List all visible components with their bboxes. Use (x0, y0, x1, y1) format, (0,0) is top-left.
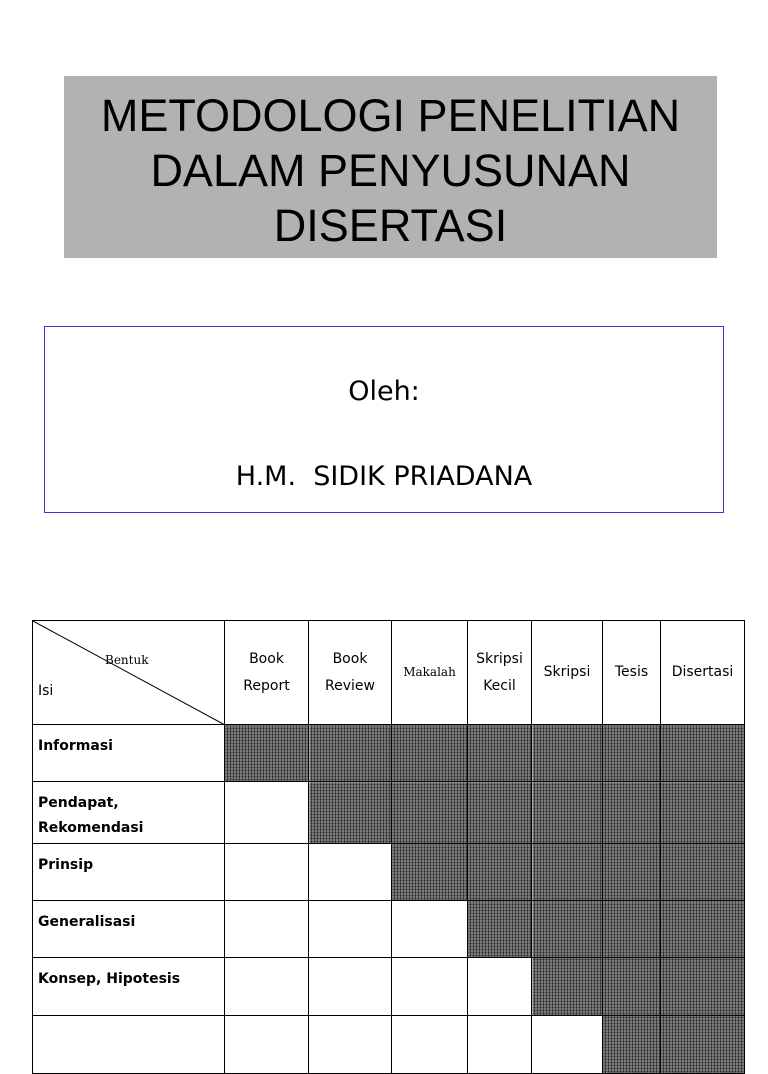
by-label: Oleh: (348, 376, 420, 407)
table-row (33, 782, 745, 844)
table-cell-shaded (468, 725, 532, 782)
table-cell-shaded (392, 782, 468, 844)
row-label: Pendapat, Rekomendasi (33, 782, 225, 844)
column-header: Tesis (603, 621, 661, 725)
column-header: Skripsi Kecil (468, 621, 532, 725)
table-cell-shaded (225, 725, 309, 782)
table-cell (225, 782, 309, 844)
table-cell (309, 1016, 392, 1074)
table-cell (392, 901, 468, 958)
table-cell (392, 1016, 468, 1074)
content-form-table (32, 620, 745, 1074)
corner-row-label: Isi (38, 683, 54, 699)
table-cell (225, 958, 309, 1016)
table-cell-shaded (603, 725, 661, 782)
table-cell (309, 901, 392, 958)
table-cell-shaded (661, 844, 745, 901)
table-cell (468, 1016, 532, 1074)
table-header-row (33, 621, 745, 725)
column-header: Disertasi (661, 621, 745, 725)
author-name: H.M. SIDIK PRIADANA (235, 461, 533, 492)
table-cell (309, 958, 392, 1016)
table-row (33, 901, 745, 958)
table-cell-shaded (661, 1016, 745, 1074)
table-cell-shaded (603, 1016, 661, 1074)
table-cell (225, 844, 309, 901)
table-cell-shaded (661, 725, 745, 782)
table-cell-shaded (468, 901, 532, 958)
corner-diagonal (33, 621, 225, 725)
corner-cell (33, 621, 225, 725)
table-cell-shaded (532, 958, 603, 1016)
table-cell-shaded (661, 901, 745, 958)
table-cell-shaded (532, 725, 603, 782)
title-line-1: METODOLOGI PENELITIAN (100, 90, 681, 141)
column-header: Makalah (392, 621, 468, 725)
table-cell-shaded (532, 901, 603, 958)
table-cell (532, 1016, 603, 1074)
table-cell-shaded (468, 782, 532, 844)
column-header: Book Report (225, 621, 309, 725)
table-cell-shaded (532, 844, 603, 901)
row-label (33, 1016, 225, 1074)
table-row (33, 1016, 745, 1074)
table-cell-shaded (603, 782, 661, 844)
table-cell (392, 958, 468, 1016)
table-cell-shaded (468, 844, 532, 901)
table-cell-shaded (603, 901, 661, 958)
title-line-3: DISERTASI (273, 200, 508, 251)
row-label: Prinsip (33, 844, 225, 901)
table-row (33, 725, 745, 782)
column-header: Skripsi (532, 621, 603, 725)
table-cell-shaded (392, 844, 468, 901)
corner-column-label: Bentuk (105, 653, 149, 667)
title-box (64, 76, 717, 258)
table-cell-shaded (392, 725, 468, 782)
table-cell-shaded (532, 782, 603, 844)
table-cell (468, 958, 532, 1016)
table-cell-shaded (603, 958, 661, 1016)
author-box (44, 326, 724, 513)
table-cell (225, 901, 309, 958)
table-row (33, 844, 745, 901)
table-row (33, 958, 745, 1016)
table-cell (309, 844, 392, 901)
table-cell-shaded (661, 782, 745, 844)
row-label: Informasi (33, 725, 225, 782)
table-cell (225, 1016, 309, 1074)
table-cell-shaded (661, 958, 745, 1016)
row-label: Generalisasi (33, 901, 225, 958)
title-line-2: DALAM PENYUSUNAN (150, 145, 631, 196)
column-header: Book Review (309, 621, 392, 725)
row-label: Konsep, Hipotesis (33, 958, 225, 1016)
table-cell-shaded (309, 782, 392, 844)
table-cell-shaded (309, 725, 392, 782)
table-cell-shaded (603, 844, 661, 901)
